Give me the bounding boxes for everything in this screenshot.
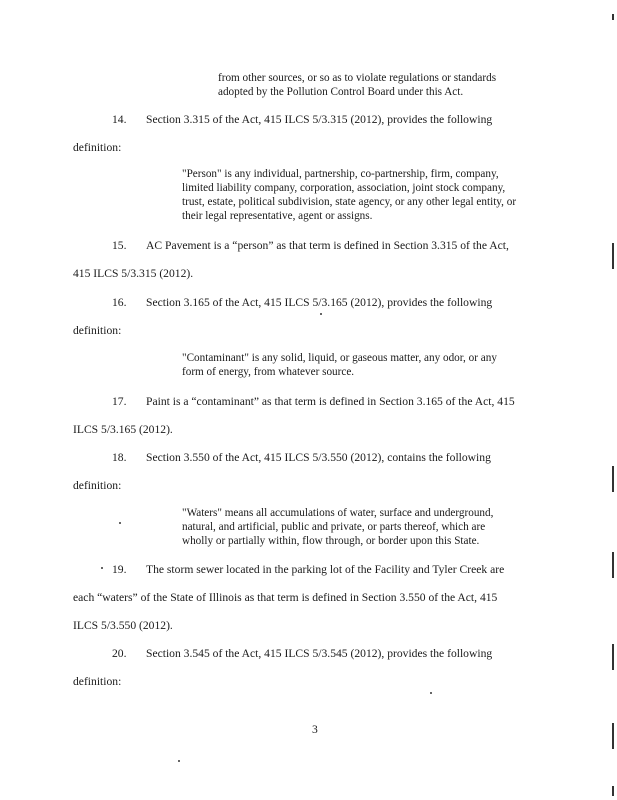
scan-artifact-mark [612,243,614,269]
paragraph-number-16: 16. [112,296,127,309]
paragraph-17-line-1: Paint is a “contaminant” as that term is defined in Section 3.165 of the Act, 415 [146,395,515,408]
person-definition-line-4: their legal representative, agent or assigns. [182,210,373,222]
scan-artifact-mark [612,723,614,749]
paragraph-18-line-1: Section 3.550 of the Act, 415 ILCS 5/3.550 (2012), contains the following [146,451,491,464]
paragraph-20-line-1: Section 3.545 of the Act, 415 ILCS 5/3.545 (2012), provides the following [146,647,493,660]
quote-continuation-line-2: adopted by the Pollution Control Board under this Act. [218,86,464,98]
scan-artifact-mark [612,786,614,796]
contaminant-definition-line-2: form of energy, from whatever source. [182,366,355,378]
paragraph-19-line-2: each “waters” of the State of Illinois as that term is defined in Section 3.550 of the Act, 415 [73,591,498,604]
person-definition-line-2: limited liability company, corporation, association, joint stock company, [182,182,506,194]
person-definition-line-3: trust, estate, political subdivision, state agency, or any other legal entity, or [182,196,517,208]
paragraph-number-15: 15. [112,239,127,252]
paragraph-19-line-3: ILCS 5/3.550 (2012). [73,619,173,632]
paragraph-16-line-2: definition: [73,324,122,337]
paragraph-number-18: 18. [112,451,127,464]
waters-definition-line-3: wholly or partially within, flow through, or border upon this State. [182,535,480,547]
waters-definition-line-2: natural, and artificial, public and private, or parts thereof, which are [182,521,486,533]
page-number: 3 [312,723,318,736]
paragraph-16-line-1: Section 3.165 of the Act, 415 ILCS 5/3.165 (2012), provides the following [146,296,493,309]
paragraph-19-line-1: The storm sewer located in the parking lot of the Facility and Tyler Creek are [146,563,505,576]
scan-speck [101,567,103,569]
paragraph-number-19: 19. [112,563,127,576]
person-definition-line-1: "Person" is any individual, partnership, co-partnership, firm, company, [182,168,499,180]
paragraph-18-line-2: definition: [73,479,122,492]
waters-definition-line-1: "Waters" means all accumulations of water, surface and underground, [182,507,494,519]
scan-artifact-mark [612,644,614,670]
contaminant-definition-line-1: "Contaminant" is any solid, liquid, or gaseous matter, any odor, or any [182,352,497,364]
paragraph-17-line-2: ILCS 5/3.165 (2012). [73,423,173,436]
scan-speck [320,313,322,315]
paragraph-15-line-2: 415 ILCS 5/3.315 (2012). [73,267,194,280]
paragraph-20-line-2: definition: [73,675,122,688]
quote-continuation-line-1: from other sources, or so as to violate regulations or standards [218,72,497,84]
paragraph-number-20: 20. [112,647,127,660]
scan-artifact-mark [612,466,614,492]
paragraph-15-line-1: AC Pavement is a “person” as that term is defined in Section 3.315 of the Act, [146,239,509,252]
scan-artifact-mark [612,14,614,20]
scan-artifact-mark [612,552,614,578]
scan-speck [178,760,180,762]
paragraph-number-14: 14. [112,113,127,126]
paragraph-14-line-1: Section 3.315 of the Act, 415 ILCS 5/3.315 (2012), provides the following [146,113,493,126]
paragraph-14-line-2: definition: [73,141,122,154]
scan-speck [119,522,121,524]
scan-speck [430,692,432,694]
paragraph-number-17: 17. [112,395,127,408]
